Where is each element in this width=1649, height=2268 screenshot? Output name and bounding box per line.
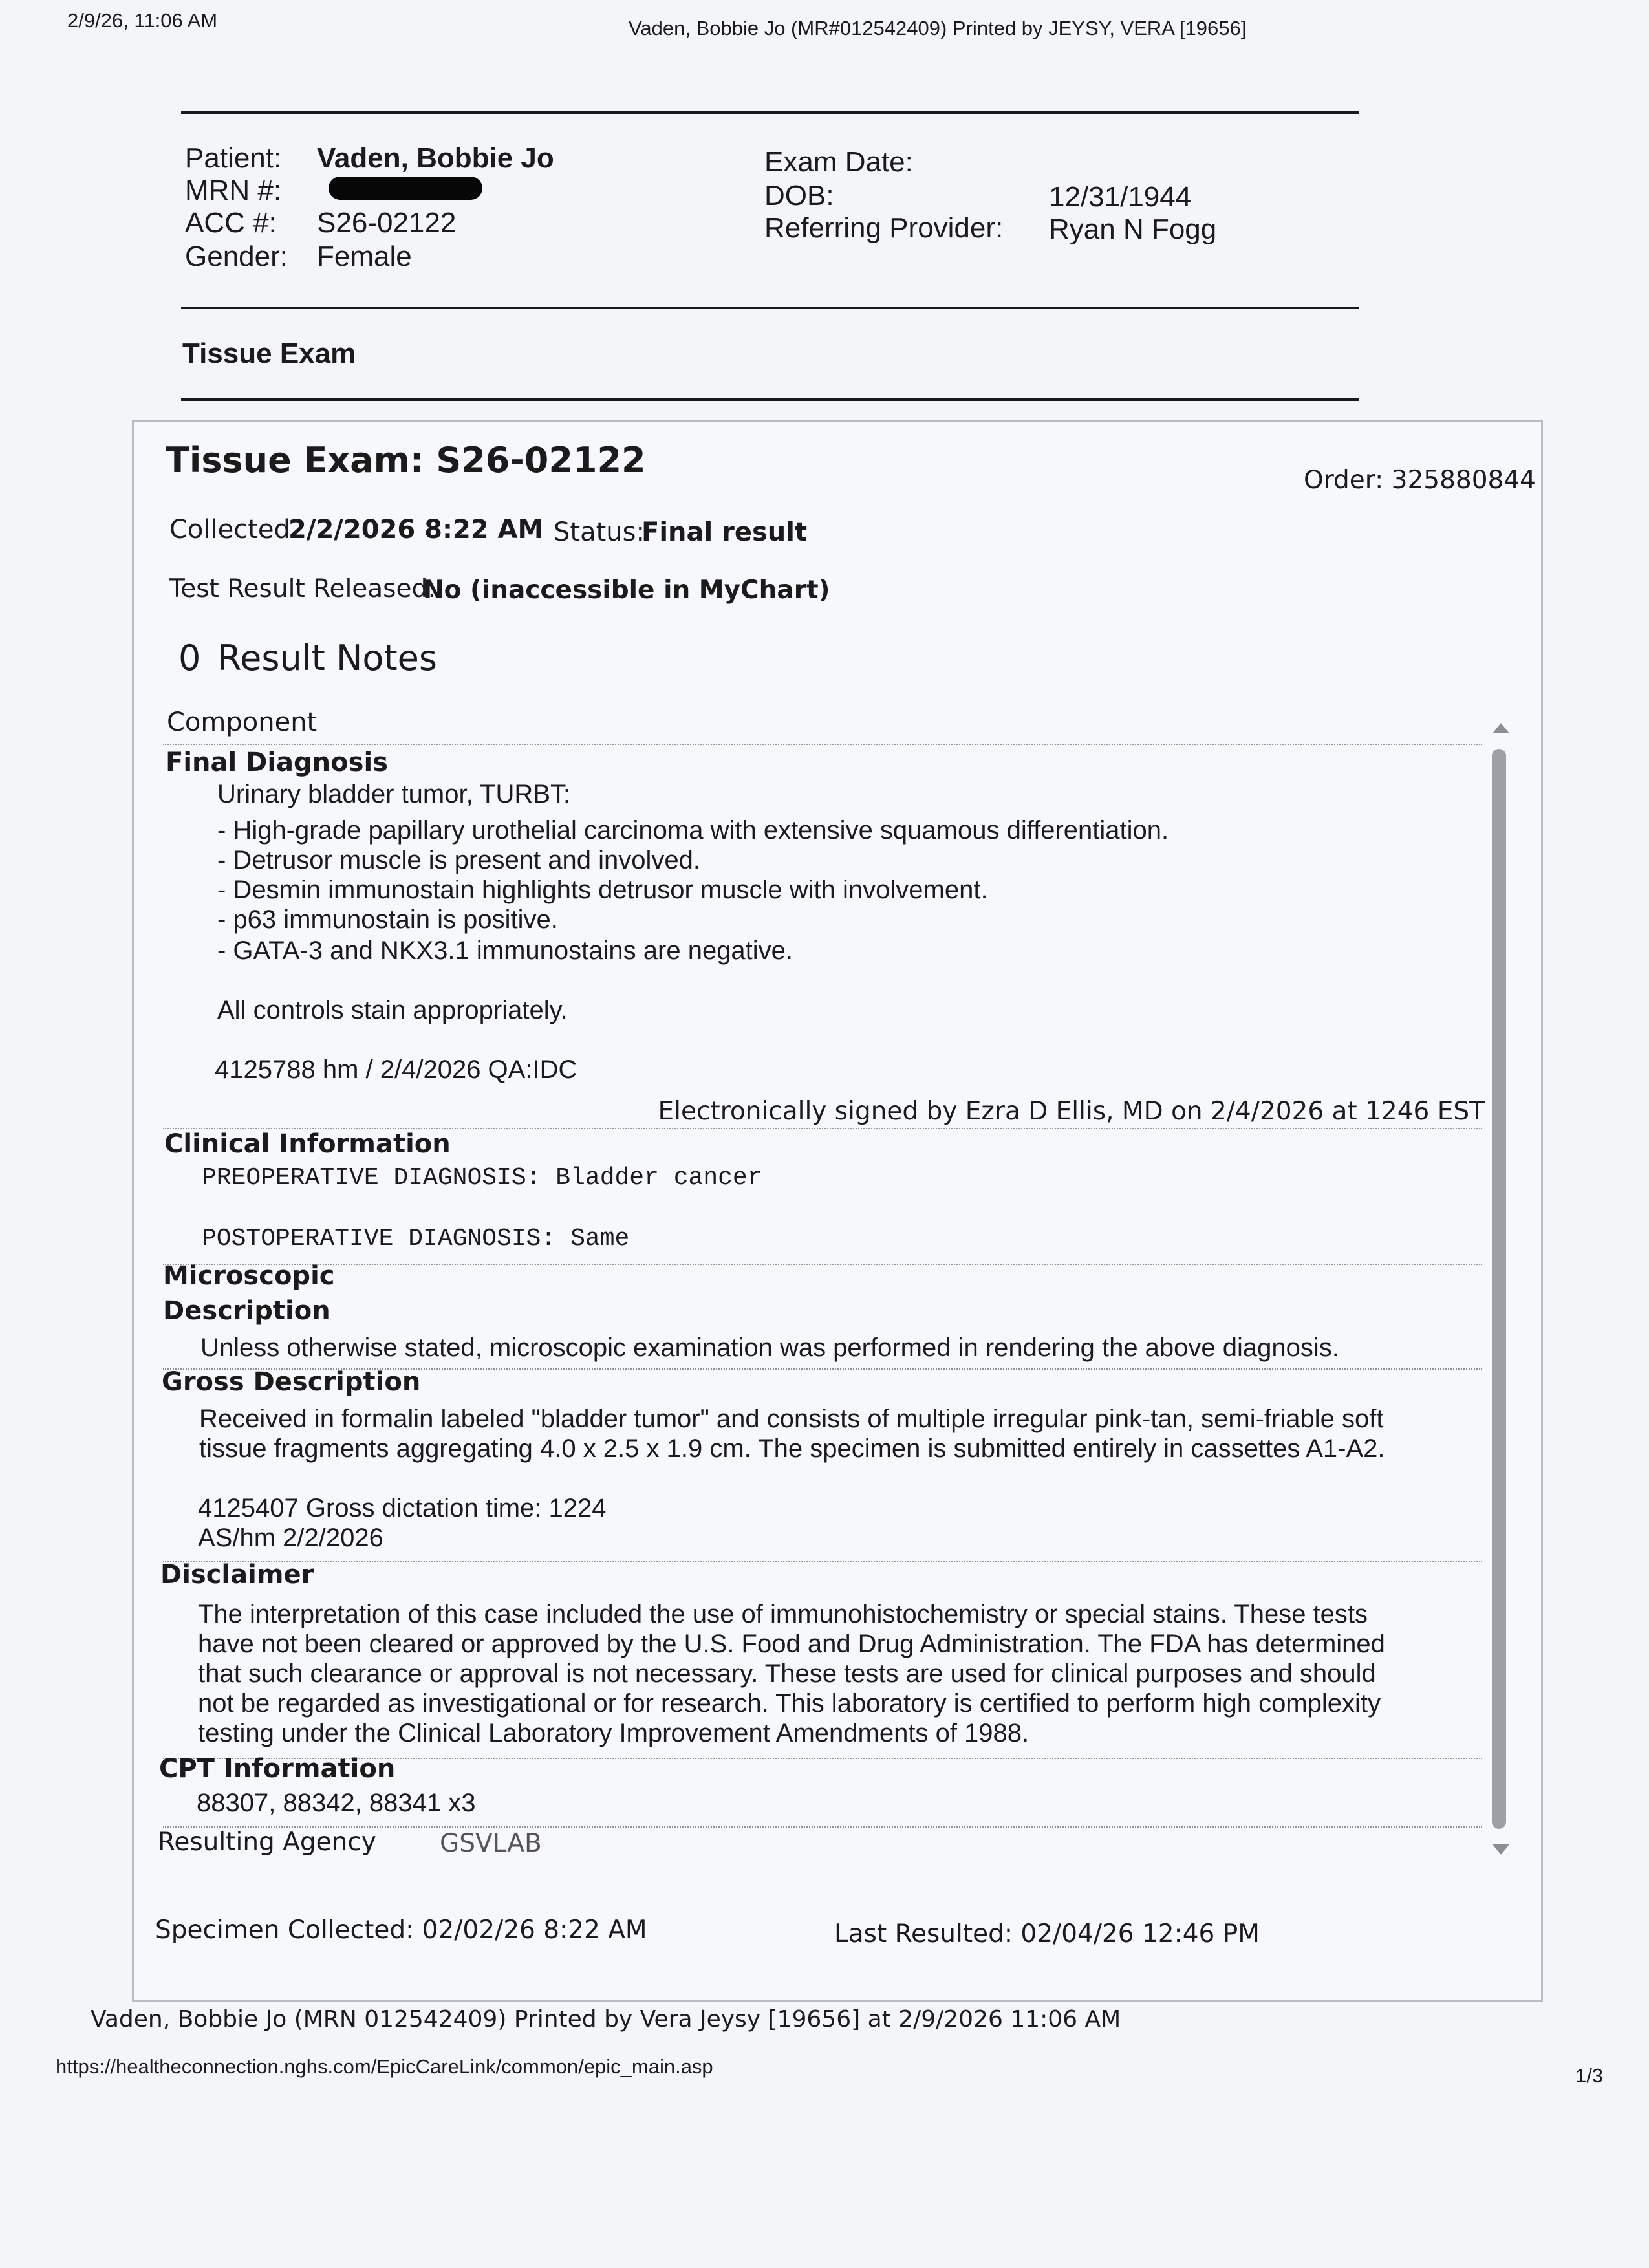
electronic-signature: Electronically signed by Ezra D Ellis, MD on 2/4/2026 at 1246 EST: [658, 1097, 1485, 1126]
dob-value: 12/31/1944: [1049, 181, 1192, 213]
status-value: Final result: [641, 517, 808, 547]
mrn-label: MRN #:: [185, 175, 282, 206]
preoperative-diagnosis: PREOPERATIVE DIAGNOSIS: Bladder cancer: [202, 1164, 762, 1192]
specimen-collected: Specimen Collected: 02/02/26 8:22 AM: [155, 1916, 647, 1945]
final-diagnosis-heading: Final Diagnosis: [166, 748, 388, 777]
qa-line: 4125788 hm / 2/4/2026 QA:IDC: [215, 1055, 577, 1084]
collected-label: Collected: [169, 515, 290, 545]
component-divider: [163, 744, 1482, 745]
released-label: Test Result Released:: [169, 574, 436, 603]
result-notes-count: 0: [178, 638, 201, 678]
disclaimer-line: that such clearance or approval is not necessary. These tests are used for clinical purposes and should: [198, 1659, 1376, 1688]
dob-label: DOB:: [764, 180, 834, 211]
disclaimer-line: not be regarded as investigational or for research. This laboratory is certified to perform high complexity: [198, 1689, 1381, 1718]
description-heading: Description: [163, 1296, 330, 1326]
resulting-agency-label: Resulting Agency: [158, 1828, 376, 1857]
component-header: Component: [167, 707, 318, 737]
scrollbar-thumb[interactable]: [1492, 749, 1506, 1829]
diagnosis-item: - GATA-3 and NKX3.1 immunostains are negative.: [217, 936, 793, 965]
cpt-heading: CPT Information: [159, 1754, 396, 1784]
referring-provider-label: Referring Provider:: [764, 212, 1004, 244]
resulting-agency-value: GSVLAB: [440, 1829, 542, 1858]
diagnosis-intro: Urinary bladder tumor, TURBT:: [217, 780, 571, 808]
rule-2: [181, 307, 1359, 309]
acc-value: S26-02122: [317, 207, 457, 239]
section-divider: [163, 1561, 1482, 1562]
released-value: No (inaccessible in MyChart): [423, 576, 830, 605]
diagnosis-item: - p63 immunostain is positive.: [217, 905, 558, 934]
print-title: Vaden, Bobbie Jo (MR#012542409) Printed by JEYSY, VERA [19656]: [629, 17, 1247, 39]
controls-statement: All controls stain appropriately.: [217, 996, 568, 1024]
top-rule: [181, 111, 1359, 114]
postoperative-diagnosis: POSTOPERATIVE DIAGNOSIS: Same: [202, 1225, 630, 1253]
scroll-down-icon[interactable]: [1493, 1844, 1509, 1855]
status-label: Status:: [554, 517, 645, 547]
patient-name: Vaden, Bobbie Jo: [317, 142, 554, 174]
gross-line: tissue fragments aggregating 4.0 x 2.5 x 1.9 cm. The specimen is submitted entirely in cassettes A1-A2.: [199, 1434, 1385, 1463]
section-divider: [163, 1264, 1482, 1265]
result-notes-label: Result Notes: [217, 638, 437, 678]
clinical-information-heading: Clinical Information: [164, 1129, 451, 1159]
referring-provider-value: Ryan N Fogg: [1049, 213, 1217, 245]
section-title: Tissue Exam: [182, 338, 356, 369]
gender-value: Female: [317, 241, 412, 272]
order-number: Order: 325880844: [1304, 466, 1536, 495]
diagnosis-item: - Detrusor muscle is present and involved.: [217, 846, 700, 874]
printed-by-footer: Vaden, Bobbie Jo (MRN 012542409) Printed by Vera Jeysy [19656] at 2/9/2026 11:06 AM: [91, 2006, 1121, 2033]
gross-dictation: 4125407 Gross dictation time: 1224: [198, 1494, 607, 1522]
page-number: 1/3: [1575, 2064, 1604, 2087]
mrn-redaction: [329, 177, 482, 200]
diagnosis-item: - Desmin immunostain highlights detrusor muscle with involvement.: [217, 876, 988, 904]
microscopic-heading: Microscopic: [163, 1261, 335, 1291]
page-url[interactable]: https://healtheconnection.nghs.com/EpicCareLink/common/epic_main.asp: [56, 2055, 713, 2078]
gross-line: Received in formalin labeled "bladder tumor" and consists of multiple irregular pink-tan, semi-friable soft: [199, 1405, 1384, 1433]
gross-description-heading: Gross Description: [162, 1367, 421, 1397]
patient-label: Patient:: [185, 142, 282, 174]
disclaimer-line: testing under the Clinical Laboratory Improvement Amendments of 1988.: [198, 1719, 1029, 1747]
acc-label: ACC #:: [185, 207, 277, 239]
scroll-up-icon[interactable]: [1493, 723, 1509, 733]
microscopic-text: Unless otherwise stated, microscopic examination was performed in rendering the above diagnosis.: [200, 1334, 1339, 1362]
report-title: Tissue Exam: S26-02122: [166, 440, 646, 481]
last-resulted: Last Resulted: 02/04/26 12:46 PM: [834, 1919, 1260, 1949]
collected-value: 2/2/2026 8:22 AM: [288, 515, 544, 545]
rule-3: [181, 398, 1359, 401]
disclaimer-line: have not been cleared or approved by the U.S. Food and Drug Administration. The FDA has determined: [198, 1630, 1385, 1658]
gender-label: Gender:: [185, 241, 288, 272]
exam-date-label: Exam Date:: [764, 146, 913, 178]
print-timestamp: 2/9/26, 11:06 AM: [67, 9, 218, 32]
disclaimer-line: The interpretation of this case included the use of immunohistochemistry or special stains. These tests: [198, 1600, 1368, 1628]
gross-signoff: AS/hm 2/2/2026: [198, 1524, 383, 1552]
diagnosis-item: - High-grade papillary urothelial carcinoma with extensive squamous differentiation.: [217, 816, 1169, 845]
disclaimer-heading: Disclaimer: [160, 1560, 314, 1590]
cpt-codes: 88307, 88342, 88341 x3: [197, 1789, 476, 1817]
